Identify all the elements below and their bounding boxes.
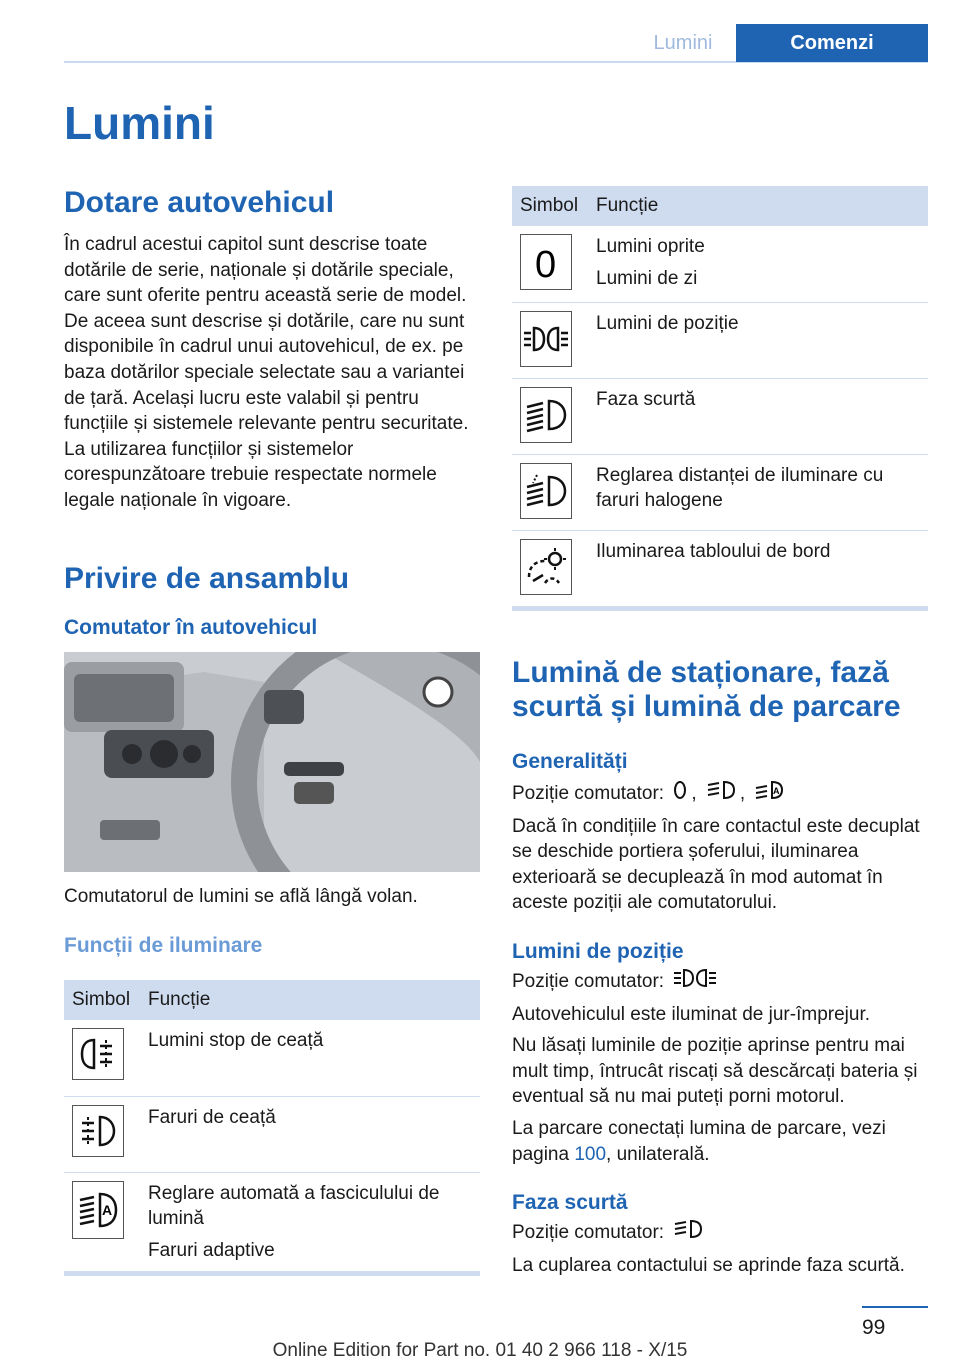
photo-caption: Comutatorul de lumini se află lângă volan. (64, 886, 418, 907)
section-text-dotare: În cadrul acestui capitol sunt descrise toate dotările de serie, naționale și dotările speciale, care sunt oferite pentru această serie de model. De aceea sunt descrise și dotările, care nu sunt disponibile în cadrul unui autovehicul, de ex. pe baza dotărilor speciale selectate sau a variantei de țară. Același lucru este valabil și pentru funcțiile și sistemele relevante pentru securitate. La utilizarea funcțiilor și sistemelor corespunzătoare trebuie respectate normele legale naționale în vigoare. (64, 234, 469, 511)
parking-text-3-post: , unilaterală. (606, 1143, 710, 1165)
table-end-rule (512, 606, 928, 611)
parking-text-2: Nu lăsați luminile de poziție aprinse pentru mai mult timp, întrucât riscați să descărcați bateria și eventual să nu mai puteți porni motorul. (512, 1035, 918, 1108)
low-beam-inline-icon (706, 780, 736, 808)
lowbeam-text: La cuplarea contactului se aprinde faza scurtă. (512, 1254, 905, 1276)
light-switch-table (512, 186, 928, 606)
subtitle-generalitati: Generalități (512, 750, 628, 773)
subtitle-lumini-pozitie: Lumini de poziție (512, 939, 684, 963)
table-row (512, 530, 928, 606)
auto-headlight-icon (72, 1181, 124, 1239)
table-row (64, 1096, 480, 1172)
row-text: Reglarea distanței de iluminare cu faruri halogene (596, 464, 884, 512)
edition-footer: Online Edition for Part no. 01 40 2 966 118 - X/15 (272, 1340, 688, 1361)
lights-off-icon (520, 234, 572, 290)
row-text: Iluminarea tabloului de bord (596, 540, 831, 562)
parking-lights-icon (520, 311, 572, 367)
table-row (512, 302, 928, 378)
section-title-dotare: Dotare autovehicul (64, 186, 335, 219)
page-number: 99 (862, 1316, 886, 1339)
svg-text:A: A (102, 1201, 113, 1218)
row-text: Lumini de poziție (588, 302, 928, 378)
section-title-privire: Privire de ansamblu (64, 561, 350, 595)
switch-label: Poziție comutator: (512, 970, 665, 992)
row-text: Faruri de ceață (140, 1096, 480, 1172)
subtitle-comutator: Comutator în autovehicul (64, 615, 318, 639)
switch-label: Poziție comutator: (512, 1221, 665, 1243)
general-text: Dacă în condițiile în care contactul este decuplat se deschide portiera șoferului, iluminarea exterioară se decuplează în mod automat în aceste poziții ale comutatorului. (512, 815, 920, 914)
separator: , (739, 782, 746, 804)
instrument-lighting-icon (520, 539, 572, 595)
page-title: Lumini (64, 97, 215, 149)
subtitle-functii: Funcții de iluminare (64, 933, 263, 957)
parking-lights-inline-icon (673, 968, 717, 996)
subtitle-faza-scurta: Faza scurtă (512, 1191, 628, 1215)
table-row (64, 1172, 480, 1271)
separator: , (691, 782, 697, 804)
table-end-rule (64, 1271, 480, 1276)
header-tab-lumini[interactable]: Lumini (653, 32, 713, 54)
left-column (64, 186, 480, 640)
row-text: Lumini de zi (596, 267, 698, 289)
right-column-lower (512, 656, 928, 1278)
switch-photo (64, 652, 480, 872)
low-beam-inline-icon (673, 1219, 703, 1247)
table-row (512, 378, 928, 454)
rear-fog-light-icon (72, 1028, 124, 1080)
row-text: Faza scurtă (588, 378, 928, 454)
page-link-100[interactable]: 100 (574, 1143, 607, 1165)
headlight-range-icon (520, 463, 572, 519)
row-text: Lumini stop de ceață (140, 1020, 480, 1096)
table-row (512, 226, 928, 302)
front-fog-light-icon (72, 1105, 124, 1157)
footer-rule (862, 1306, 928, 1308)
auto-light-inline-icon (754, 780, 784, 808)
table-row (512, 454, 928, 530)
row-text: Lumini oprite (596, 236, 705, 257)
svg-text:A: A (773, 786, 780, 796)
switch-position-line (512, 968, 928, 996)
switch-position-line (512, 780, 928, 808)
section-title-lumina: Lumină de staționare, fază scurtă și lumină de parcare (512, 656, 901, 723)
left-symbol-table (64, 980, 480, 1276)
lights-off-inline-icon (673, 780, 687, 808)
right-symbol-table (512, 186, 928, 611)
col-header-function: Funcție (140, 980, 480, 1020)
switch-position-line (512, 1219, 928, 1247)
table-row (64, 1020, 480, 1096)
parking-text-3 (512, 1116, 928, 1167)
row-text: Faruri adaptive (148, 1239, 275, 1261)
parking-text-3-pre: La parcare conectați lumina de parcare, vezi pagina (512, 1117, 886, 1165)
parking-text-1: Autovehiculul este iluminat de jur-împrejur. (512, 1003, 871, 1025)
svg-text:0: 0 (535, 244, 557, 282)
switch-label: Poziție comutator: (512, 782, 665, 804)
low-beam-icon (520, 387, 572, 443)
header-tab-comenzi[interactable]: Comenzi (736, 24, 928, 62)
left-column-lower (64, 884, 480, 958)
col-header-symbol: Simbol (64, 980, 140, 1020)
row-text: Reglare automată a fasciculului de lumină (148, 1182, 440, 1230)
function-table (64, 980, 480, 1271)
col-header-symbol: Simbol (512, 186, 588, 226)
cockpit-illustration (64, 652, 480, 872)
col-header-function: Funcție (588, 186, 928, 226)
